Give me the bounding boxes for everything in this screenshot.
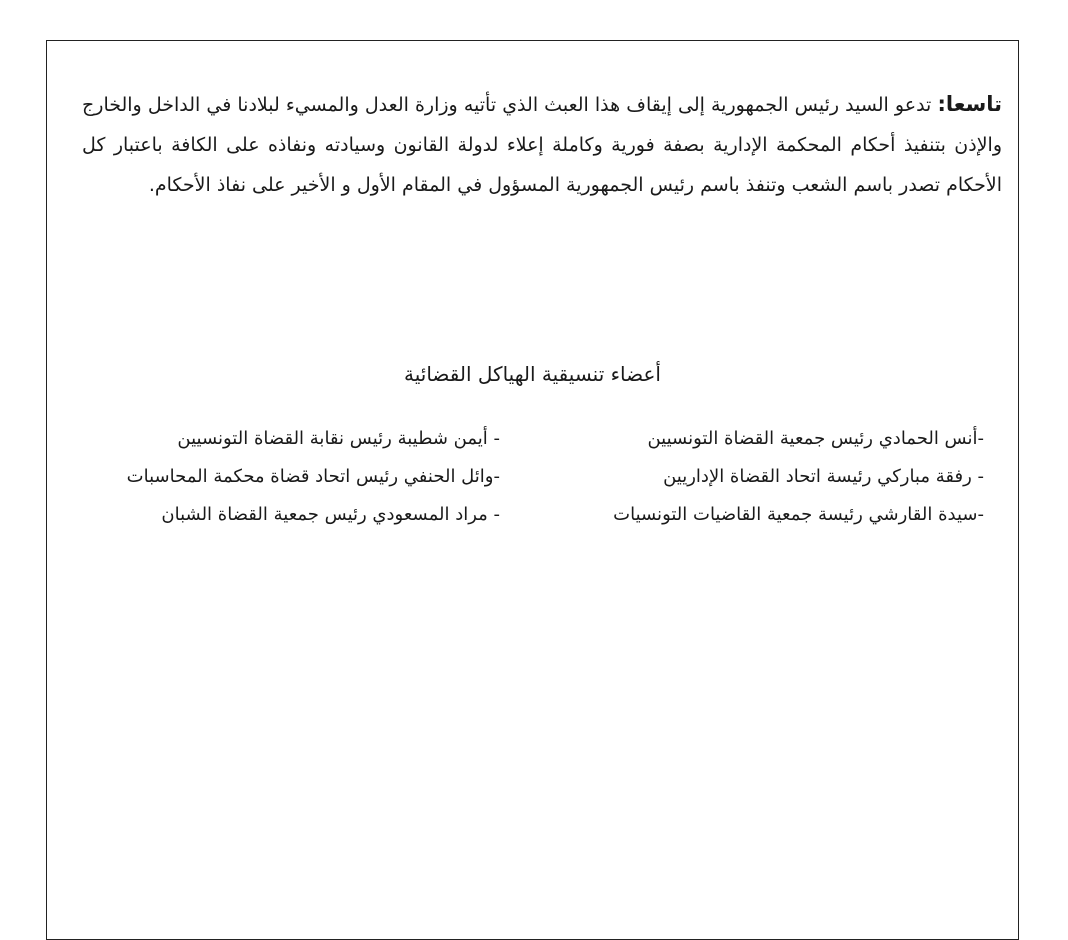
members-list — [64, 420, 984, 540]
statement-paragraph — [82, 84, 1002, 205]
member-entry: - أيمن شطيبة رئيس نقابة القضاة التونسيين — [177, 428, 500, 449]
paragraph-lead: تاسعا: — [937, 92, 1002, 116]
member-entry: -سيدة القارشي رئيسة جمعية القاضيات التونسيات — [613, 504, 984, 525]
member-entry: -وائل الحنفي رئيس اتحاد قضاة محكمة المحاسبات — [126, 466, 500, 487]
paragraph-body: تدعو السيد رئيس الجمهورية إلى إيقاف هذا العبث الذي تأتيه وزارة العدل والمسيء لبلادنا في الداخل والخارج والإذن بتنفيذ أحكام المحكمة الإدارية بصفة فورية وكاملة إعلاء لدولة القانون وسيادته ونفاذه على الكافة باعتبار كل الأحكام تصدر باسم الشعب وتنفذ باسم رئيس الجمهورية المسؤول في المقام الأول و الأخير على نفاذ الأحكام. — [82, 94, 1002, 196]
member-entry: -أنس الحمادي رئيس جمعية القضاة التونسيين — [647, 428, 984, 449]
section-title: أعضاء تنسيقية الهياكل القضائية — [404, 362, 661, 386]
members-left-column — [127, 420, 500, 534]
members-right-column — [613, 420, 984, 534]
member-entry: - رفقة مباركي رئيسة اتحاد القضاة الإداريين — [663, 466, 984, 487]
member-entry: - مراد المسعودي رئيس جمعية القضاة الشبان — [161, 504, 500, 525]
